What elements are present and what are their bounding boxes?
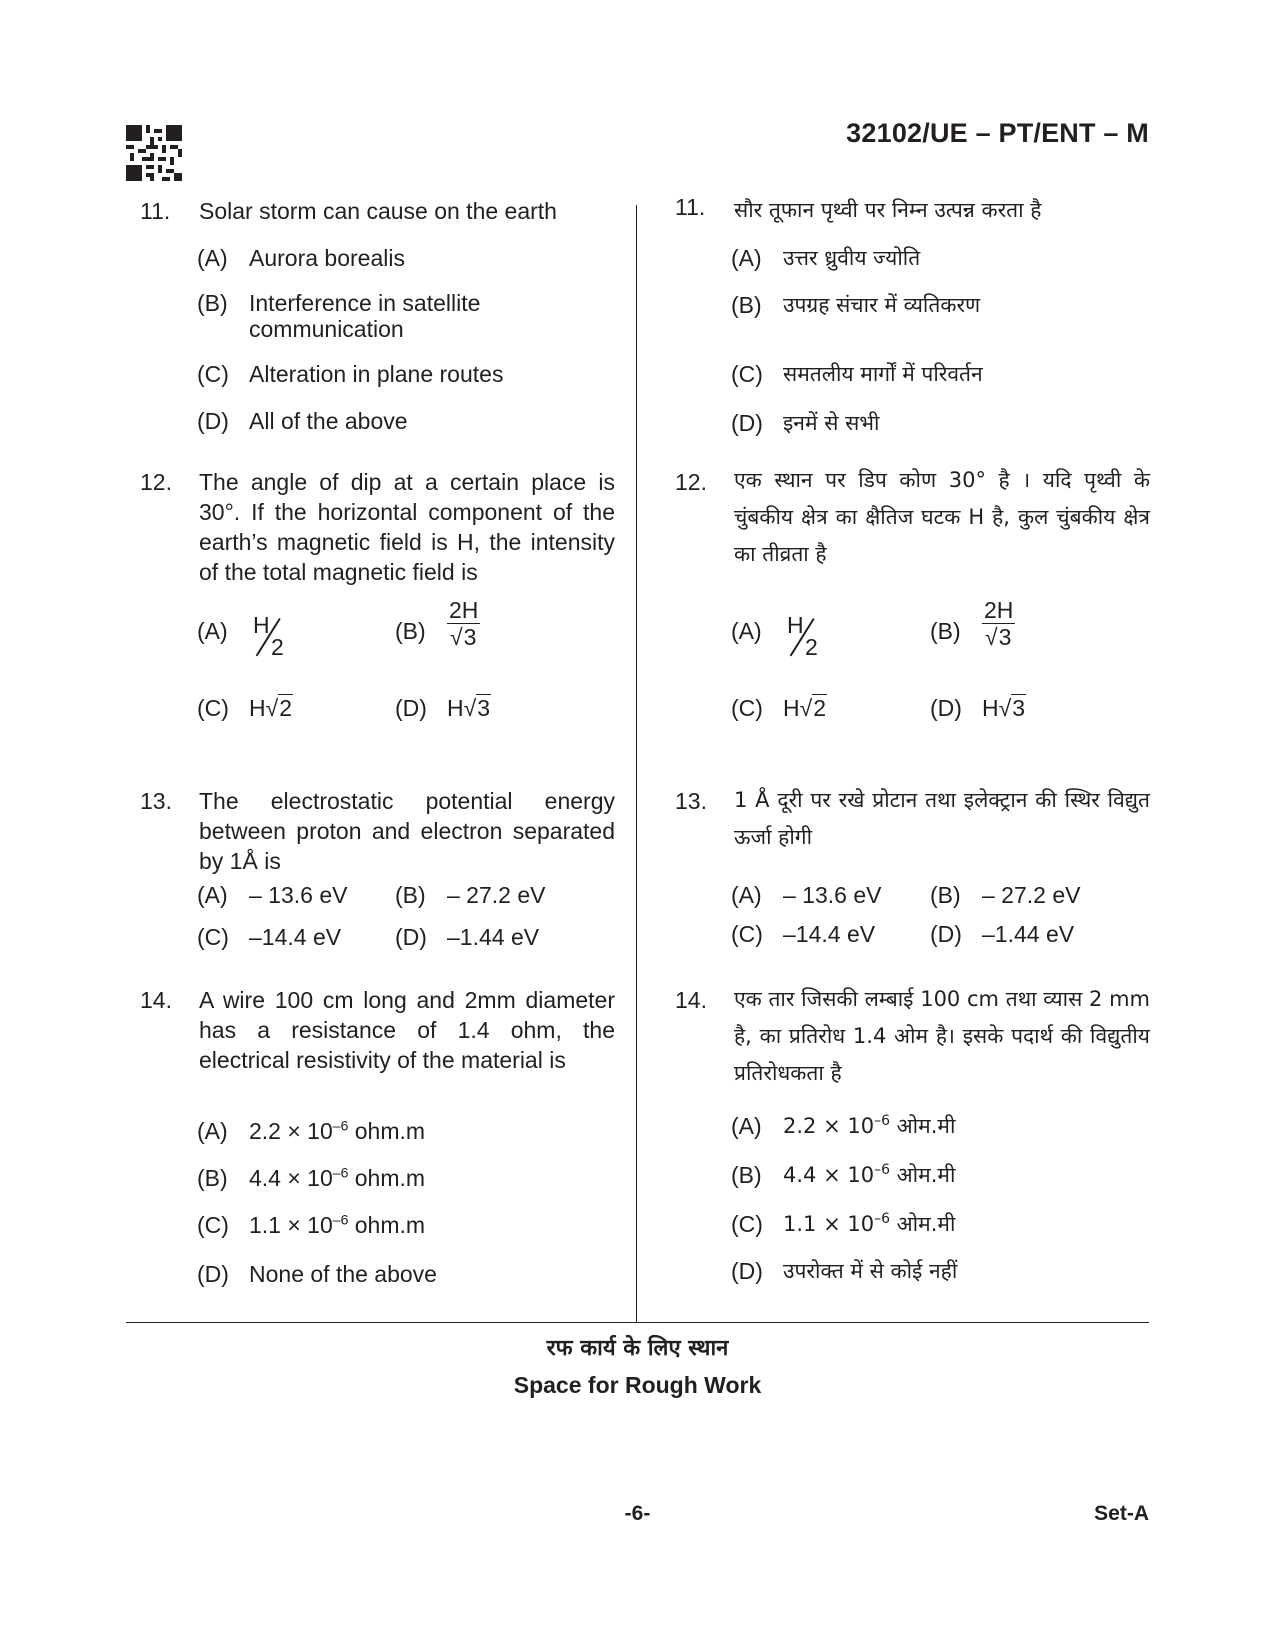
option: (A) H 2 xyxy=(731,614,823,662)
rough-work-divider xyxy=(126,1322,1149,1323)
question-number: 12. xyxy=(140,469,172,495)
option: (A) – 13.6 eV xyxy=(197,882,348,908)
set-label: Set-A xyxy=(1094,1502,1149,1525)
option: (D) All of the above xyxy=(197,408,408,434)
option: (B) Interference in satellite communication xyxy=(197,290,481,342)
option: (D) H√3 xyxy=(395,695,491,721)
option: (D) –1.44 eV xyxy=(395,924,540,950)
fraction: $\frac{2H}{√3}$ xyxy=(449,597,479,650)
column-divider xyxy=(636,205,637,1322)
option: (A) $2.2 \times 10^{-6}$ ohm.m xyxy=(197,1117,426,1144)
option: (A) H 2 xyxy=(197,614,289,662)
question-number: 13. xyxy=(675,788,707,814)
option: (C) Alteration in plane routes xyxy=(197,361,504,387)
question-number: 11. xyxy=(140,198,171,224)
option: (D) –1.44 eV xyxy=(930,921,1075,947)
option: (C) –14.4 eV xyxy=(731,921,876,947)
rough-work-label-hindi: रफ कार्य के लिए स्थान xyxy=(546,1336,729,1361)
option: (D) उपरोक्त में से कोई नहीं xyxy=(731,1258,958,1284)
question-number: 14. xyxy=(140,987,172,1013)
question-number: 13. xyxy=(140,788,172,814)
question-number: 11. xyxy=(675,194,706,220)
option: (B) – 27.2 eV xyxy=(395,882,546,908)
fraction: H 2 xyxy=(253,612,284,660)
option: (C) समतलीय मार्गों में परिवर्तन xyxy=(731,361,983,387)
option: (D) इनमें से सभी xyxy=(731,410,880,436)
option: (A) Aurora borealis xyxy=(197,245,405,271)
page-number: -6- xyxy=(624,1502,651,1525)
paper-code: 32102/UE – PT/ENT – M xyxy=(846,118,1149,148)
option: (B) $\frac{2H}{√3}$ xyxy=(395,597,479,650)
fraction: H 2 xyxy=(787,612,818,660)
option: (B) उपग्रह संचार में व्यतिकरण xyxy=(731,292,981,318)
question-text: 1 Å दूरी पर रखे प्रोटान तथा इलेक्ट्रान की स्थिर विद्युत ऊर्जा होगी xyxy=(734,788,1150,849)
question-text: एक तार जिसकी लम्बाई 100 cm तथा व्यास 2 mm है, का प्रतिरोध 1.4 ओम है। इसके पदार्थ की विद्युतीय प्रतिरोधकता है xyxy=(734,987,1150,1085)
question-number: 14. xyxy=(675,987,707,1013)
question-text: The angle of dip at a certain place is 30°. If the horizontal component of the earth’s magnetic field is H, the intensity of the total magnetic field is xyxy=(199,469,615,585)
question-text: एक स्थान पर डिप कोण 30° है । यदि पृथ्वी के चुंबकीय क्षेत्र का क्षैतिज घटक H है, कुल चुंबकीय क्षेत्र का तीव्रता है xyxy=(734,468,1150,566)
option: (B) $4.4 \times 10^{-6}$ ओम.मी xyxy=(731,1162,956,1188)
option: (C) $1.1 \times 10^{-6}$ ओम.मी xyxy=(731,1211,956,1237)
question-text: Solar storm can cause on the earth xyxy=(199,198,557,224)
rough-work-label: Space for Rough Work xyxy=(513,1372,762,1398)
option: (D) None of the above xyxy=(197,1261,437,1287)
option: (C) H√2 xyxy=(197,695,293,721)
qr-code-icon xyxy=(126,125,182,181)
option: (C) –14.4 eV xyxy=(197,924,342,950)
option: (B) – 27.2 eV xyxy=(930,882,1081,908)
option: (C) H√2 xyxy=(731,695,827,721)
question-number: 12. xyxy=(675,469,707,495)
option: (B) $\frac{2H}{√3}$ xyxy=(930,597,1014,650)
option: (C) $1.1 \times 10^{-6}$ ohm.m xyxy=(197,1211,426,1238)
option: (A) $2.2 \times 10^{-6}$ ओम.मी xyxy=(731,1113,956,1139)
option: (A) – 13.6 eV xyxy=(731,882,882,908)
question-text: A wire 100 cm long and 2mm diameter has a resistance of 1.4 ohm, the electrical resistivity of the material is xyxy=(199,987,615,1073)
option: (B) $4.4 \times 10^{-6}$ ohm.m xyxy=(197,1164,426,1191)
fraction: $\frac{2H}{√3}$ xyxy=(984,597,1014,650)
question-text: सौर तूफान पृथ्वी पर निम्न उत्पन्न करता है xyxy=(734,198,1042,222)
question-text: The electrostatic potential energy between proton and electron separated by 1Å is xyxy=(199,788,615,874)
option: (A) उत्तर ध्रुवीय ज्योति xyxy=(731,245,921,271)
option: (D) H√3 xyxy=(930,695,1026,721)
